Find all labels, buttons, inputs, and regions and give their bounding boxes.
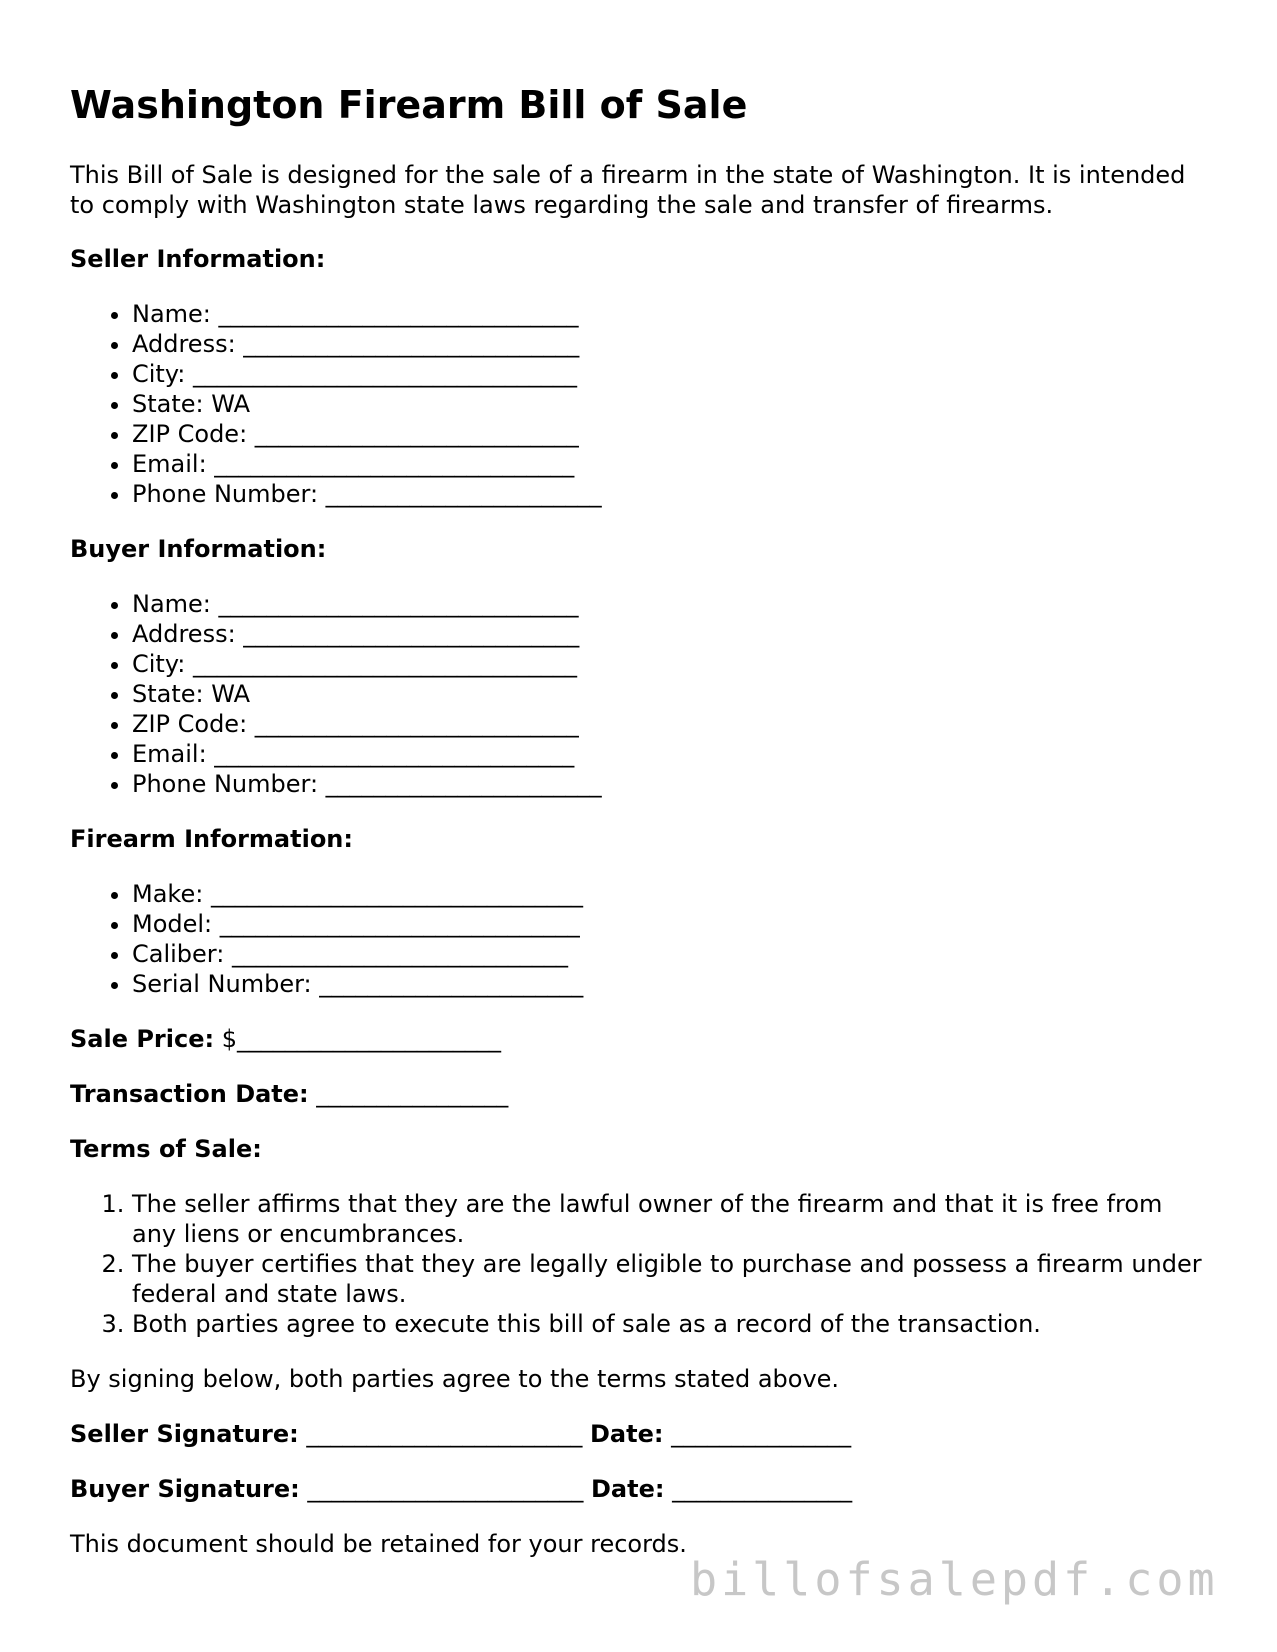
buyer-signature-blank: _______________________ bbox=[299, 1475, 591, 1503]
retain-note: This document should be retained for your records. bbox=[70, 1530, 687, 1558]
terms-list bbox=[70, 1189, 1210, 1339]
buyer-zip-field: • ZIP Code: ___________________________ bbox=[132, 709, 1210, 739]
seller-city-field: • City: ________________________________ bbox=[132, 359, 1210, 389]
seller-phone-field: • Phone Number: _______________________ bbox=[132, 479, 1210, 509]
firearm-model-field: • Model: ______________________________ bbox=[132, 909, 1210, 939]
buyer-state-field: • State: WA bbox=[132, 679, 1210, 709]
seller-signature-blank: _______________________ bbox=[298, 1420, 590, 1448]
document-title: Washington Firearm Bill of Sale bbox=[70, 83, 748, 127]
terms-heading: Terms of Sale: bbox=[70, 1135, 262, 1163]
seller-heading: Seller Information: bbox=[70, 245, 326, 273]
seller-date-blank: _______________ bbox=[663, 1420, 852, 1448]
seller-date-label: Date: bbox=[590, 1420, 664, 1448]
closing-statement: By signing below, both parties agree to the terms stated above. bbox=[70, 1365, 840, 1393]
buyer-address-field: • Address: ____________________________ bbox=[132, 619, 1210, 649]
transaction-date-label: Transaction Date: bbox=[70, 1080, 309, 1108]
term-item: 2. The buyer certifies that they are legally eligible to purchase and possess a firearm under federal and state laws. bbox=[132, 1249, 1210, 1309]
term-item: 1. The seller affirms that they are the lawful owner of the firearm and that it is free from any liens or encumbrances. bbox=[132, 1189, 1210, 1249]
firearm-fields-list bbox=[70, 879, 1210, 999]
term-item: 3. Both parties agree to execute this bill of sale as a record of the transaction. bbox=[132, 1309, 1210, 1339]
firearm-heading: Firearm Information: bbox=[70, 825, 353, 853]
transaction-date-line bbox=[70, 1079, 1210, 1109]
sale-price-line bbox=[70, 1024, 1210, 1054]
buyer-signature-line bbox=[70, 1474, 1210, 1504]
intro-paragraph: This Bill of Sale is designed for the sale of a firearm in the state of Washington. It is intended to comply with Washington state laws regarding the sale and transfer of firearms. bbox=[70, 161, 1186, 219]
watermark: billofsalepdf.com bbox=[690, 1553, 1219, 1606]
document-page bbox=[70, 82, 1210, 1559]
seller-state-field: • State: WA bbox=[132, 389, 1210, 419]
buyer-signature-label: Buyer Signature: bbox=[70, 1475, 300, 1503]
buyer-phone-field: • Phone Number: _______________________ bbox=[132, 769, 1210, 799]
buyer-date-blank: _______________ bbox=[664, 1475, 853, 1503]
sale-price-label: Sale Price: bbox=[70, 1025, 215, 1053]
buyer-email-field: • Email: ______________________________ bbox=[132, 739, 1210, 769]
seller-signature-line bbox=[70, 1419, 1210, 1449]
firearm-serial-field: • Serial Number: ______________________ bbox=[132, 969, 1210, 999]
seller-name-field: • Name: ______________________________ bbox=[132, 299, 1210, 329]
sale-price-blank: $______________________ bbox=[214, 1025, 501, 1053]
buyer-name-field: • Name: ______________________________ bbox=[132, 589, 1210, 619]
firearm-caliber-field: • Caliber: ____________________________ bbox=[132, 939, 1210, 969]
transaction-date-blank: ________________ bbox=[308, 1080, 509, 1108]
buyer-city-field: • City: ________________________________ bbox=[132, 649, 1210, 679]
firearm-make-field: • Make: _______________________________ bbox=[132, 879, 1210, 909]
buyer-fields-list bbox=[70, 589, 1210, 799]
seller-signature-label: Seller Signature: bbox=[70, 1420, 299, 1448]
buyer-heading: Buyer Information: bbox=[70, 535, 327, 563]
seller-zip-field: • ZIP Code: ___________________________ bbox=[132, 419, 1210, 449]
seller-fields-list bbox=[70, 299, 1210, 509]
buyer-date-label: Date: bbox=[591, 1475, 665, 1503]
seller-email-field: • Email: ______________________________ bbox=[132, 449, 1210, 479]
seller-address-field: • Address: ____________________________ bbox=[132, 329, 1210, 359]
